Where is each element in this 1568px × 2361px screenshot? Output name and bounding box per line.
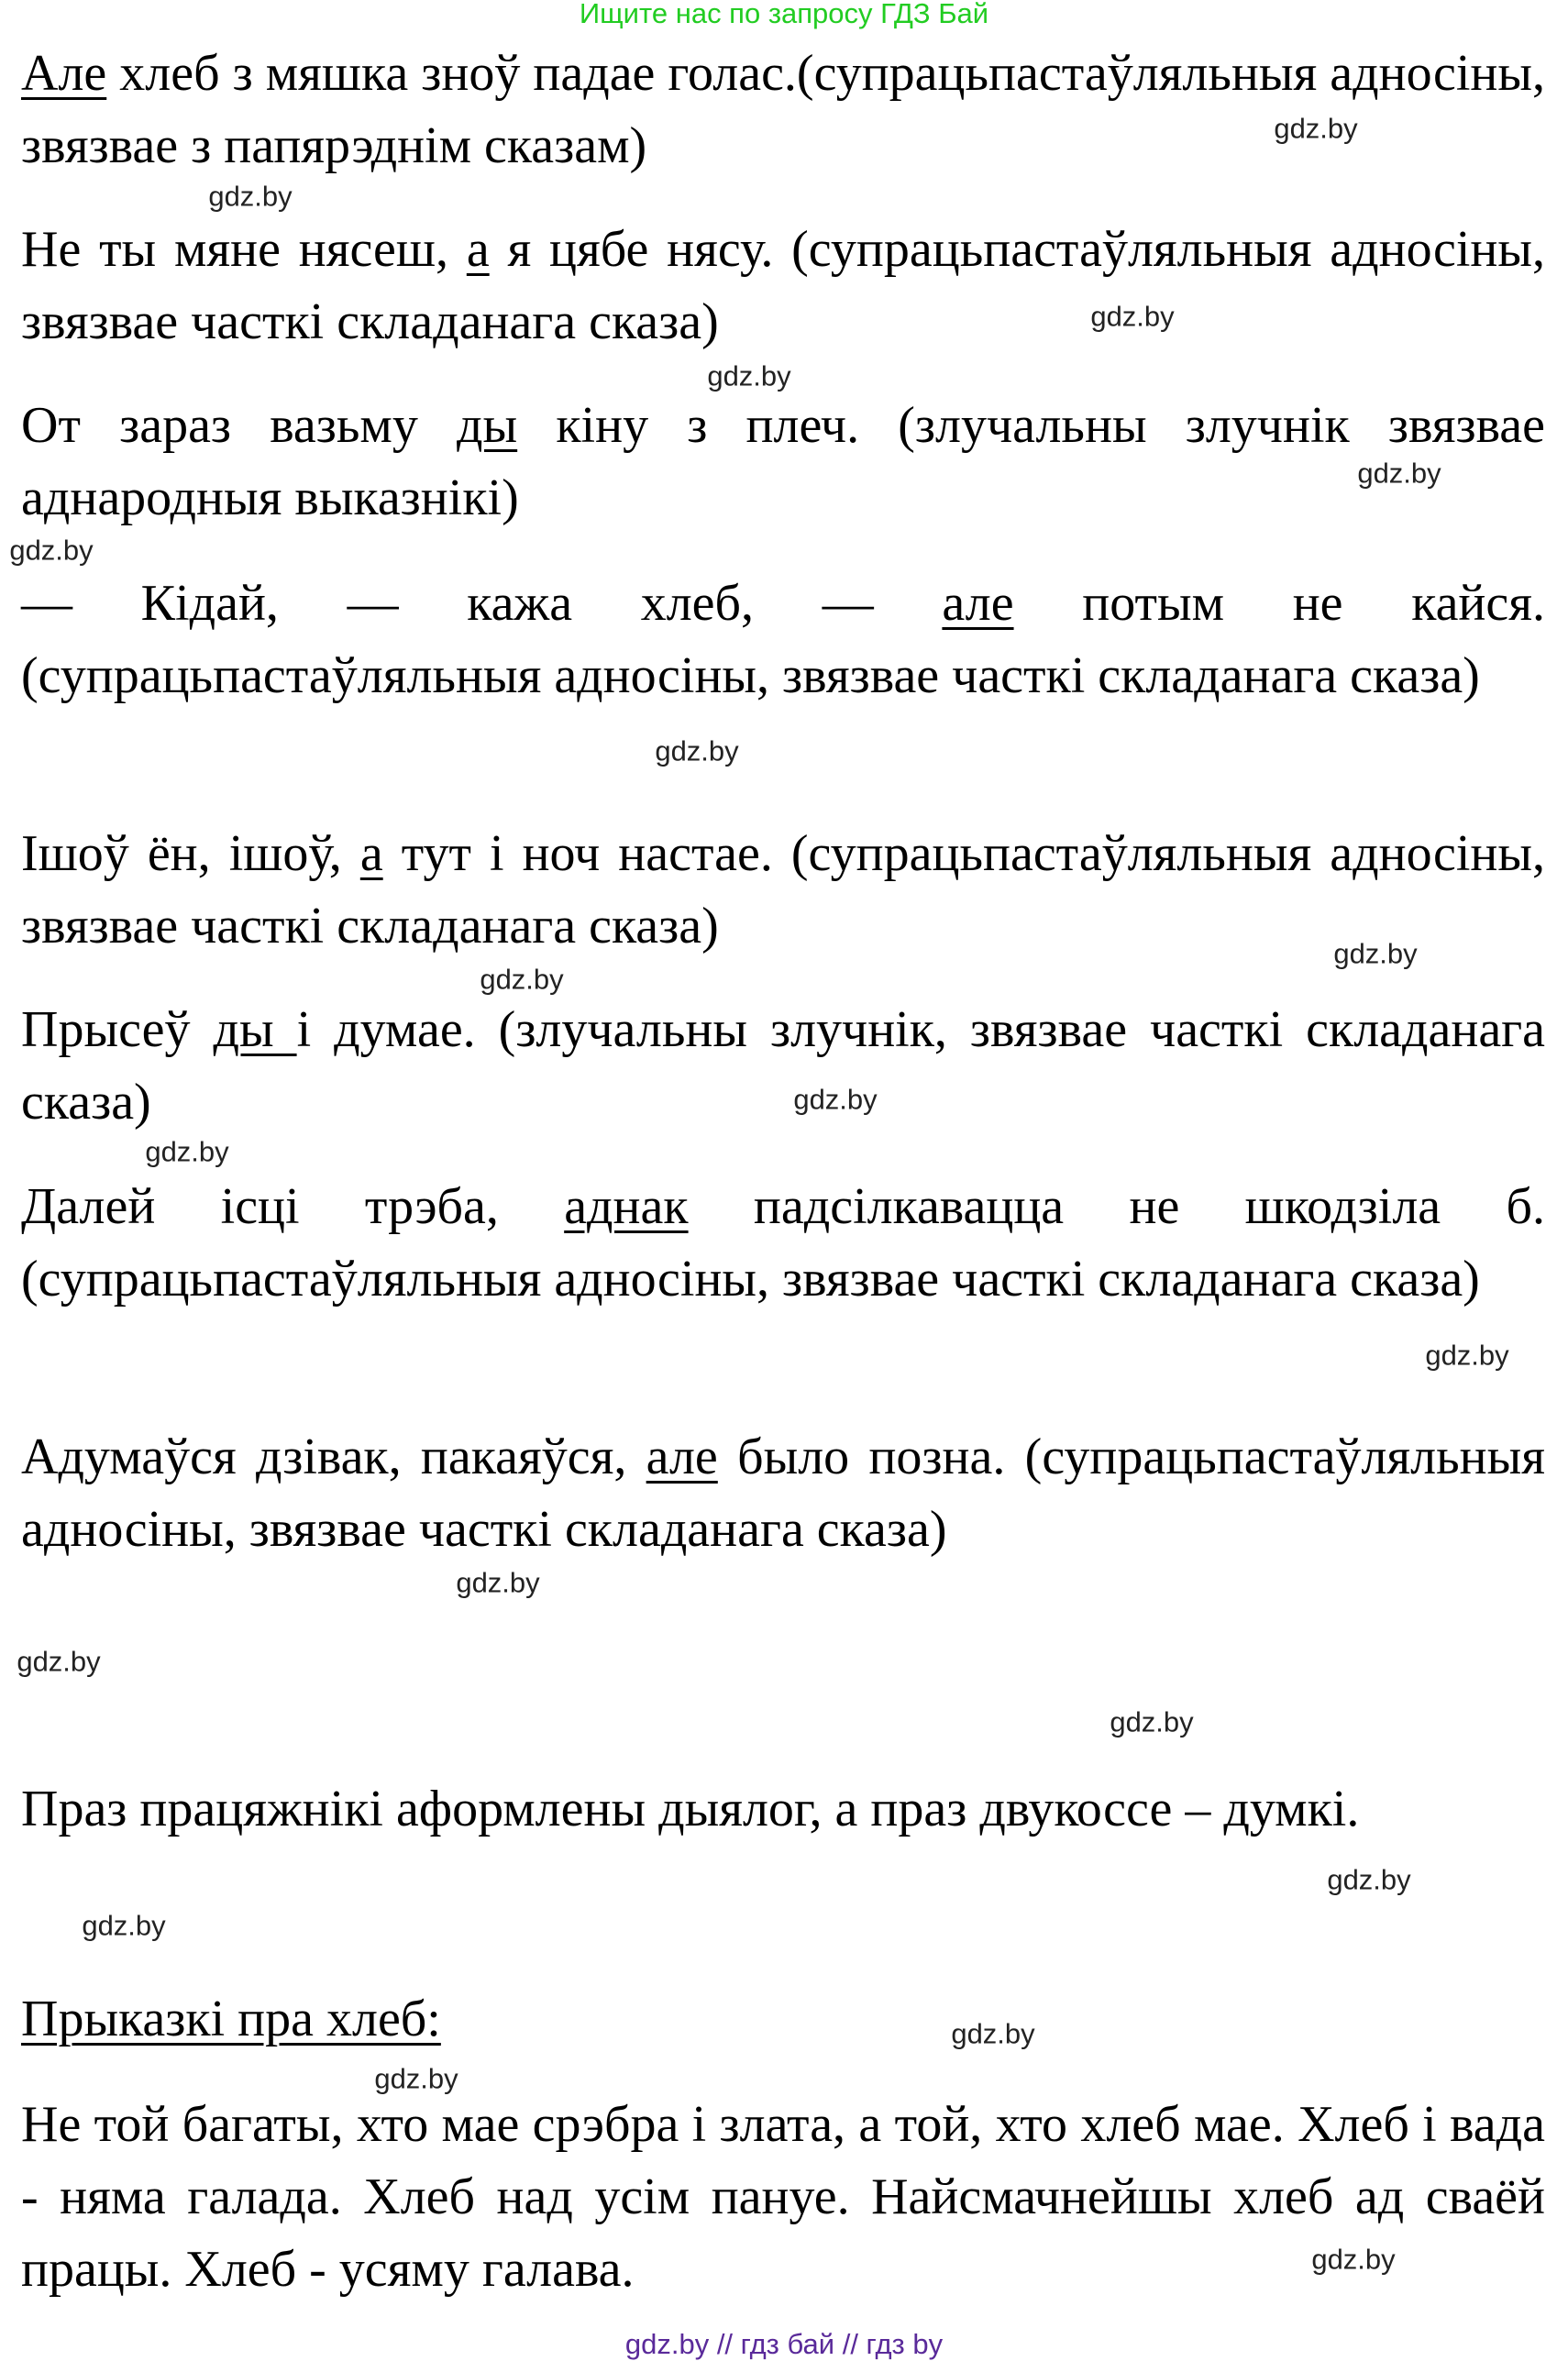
paragraph-text: кіну з плеч. (злучальны злучнік звязвае аднародныя выказнікі) (21, 397, 1545, 526)
watermark: gdz.by (480, 963, 564, 996)
underlined-conjunction: а (359, 825, 383, 882)
watermark: gdz.by (1311, 2243, 1396, 2276)
paragraph-text: Не ты мяне нясеш, (21, 221, 467, 278)
watermark: gdz.by (145, 1135, 229, 1168)
underlined-conjunction: ды (213, 1001, 297, 1058)
paragraph-text: Праз працяжнікі аформлены дыялог, а праз двукоссе – думкі. (21, 1781, 1360, 1837)
watermark: gdz.by (951, 2017, 1035, 2050)
footer-banner: gdz.by // гдз бай // гдз by (624, 2328, 944, 2360)
paragraph-text: Адумаўся дзівак, пакаяўся, (21, 1429, 646, 1485)
paragraph-text: От зараз вазьму (21, 397, 458, 454)
answer-paragraph (21, 1421, 1545, 1566)
watermark: gdz.by (707, 359, 791, 392)
answer-paragraph (21, 568, 1545, 712)
paragraph-text: потым не кайся. (супрацьпастаўляльныя адносіны, звязвае часткі складанага сказа) (21, 575, 1546, 704)
watermark: gdz.by (793, 1083, 878, 1116)
watermark: gdz.by (9, 534, 94, 567)
paragraph-text: і думае. (злучальны злучнік, звязвае часткі складанага сказа) (21, 1001, 1546, 1131)
paragraph-text: хлеб з мяшка зноў падае голас.(супрацьпастаўляльныя адносіны, звязвае з папярэднім сказам) (21, 45, 1545, 174)
watermark: gdz.by (655, 734, 739, 767)
answer-paragraph (21, 994, 1545, 1139)
watermark: gdz.by (17, 1645, 101, 1678)
paragraph-text: падсілкавацца не шкодзіла б. (супрацьпастаўляльныя адносіны, звязвае часткі складанага сказа) (21, 1178, 1545, 1307)
underlined-conjunction: але (942, 575, 1014, 632)
paragraph-text: я цябе нясу. (супрацьпастаўляльныя адносіны, звязвае часткі складанага сказа) (21, 221, 1545, 350)
watermark: gdz.by (1274, 112, 1358, 145)
paragraph-text: было позна. (супрацьпастаўляльныя адносіны, звязвае часткі складанага сказа) (21, 1429, 1545, 1558)
answer-paragraph (21, 38, 1545, 182)
watermark: gdz.by (1110, 1705, 1194, 1738)
watermark: gdz.by (456, 1566, 540, 1599)
section-heading (21, 1983, 1545, 2056)
paragraph-text: Далей ісці трэба, (21, 1178, 565, 1235)
underlined-conjunction: ды (457, 397, 518, 454)
watermark: gdz.by (1333, 937, 1418, 970)
paragraph-text: Не той багаты, хто мае срэбра і злата, а той, хто хлеб мае. Хлеб і вада - няма галада. Хлеб над усім пануе. Найсмачнейшы хлеб ад сваёй працы. Хлеб - усяму галава. (21, 2096, 1545, 2298)
paragraph-text: — Кідай, — кажа хлеб, — (21, 575, 943, 632)
watermark: gdz.by (82, 1909, 166, 1942)
underlined-conjunction: Але (21, 45, 107, 102)
watermark: gdz.by (1425, 1339, 1509, 1372)
paragraph-text: Ішоў ён, ішоў, (21, 825, 360, 882)
search-banner: Ищите нас по запросу ГДЗ Бай (579, 0, 989, 29)
watermark: gdz.by (1090, 300, 1175, 333)
answer-paragraph (21, 390, 1545, 535)
watermark: gdz.by (374, 2062, 458, 2095)
answer-paragraph (21, 214, 1545, 359)
answer-paragraph (21, 818, 1545, 963)
answer-paragraph (21, 1171, 1545, 1316)
answer-paragraph (21, 1773, 1545, 1846)
watermark: gdz.by (1357, 457, 1441, 490)
underlined-conjunction: Прыказкі пра хлеб: (21, 1991, 441, 2047)
watermark: gdz.by (208, 180, 293, 213)
paragraph-text: Прысеў (21, 1001, 214, 1058)
paragraph-text: тут і ноч настае. (супрацьпастаўляльныя адносіны, звязвае часткі складанага сказа) (21, 825, 1545, 954)
underlined-conjunction: аднак (564, 1178, 689, 1235)
underlined-conjunction: але (646, 1429, 718, 1485)
underlined-conjunction: а (466, 221, 490, 278)
watermark: gdz.by (1327, 1863, 1411, 1896)
